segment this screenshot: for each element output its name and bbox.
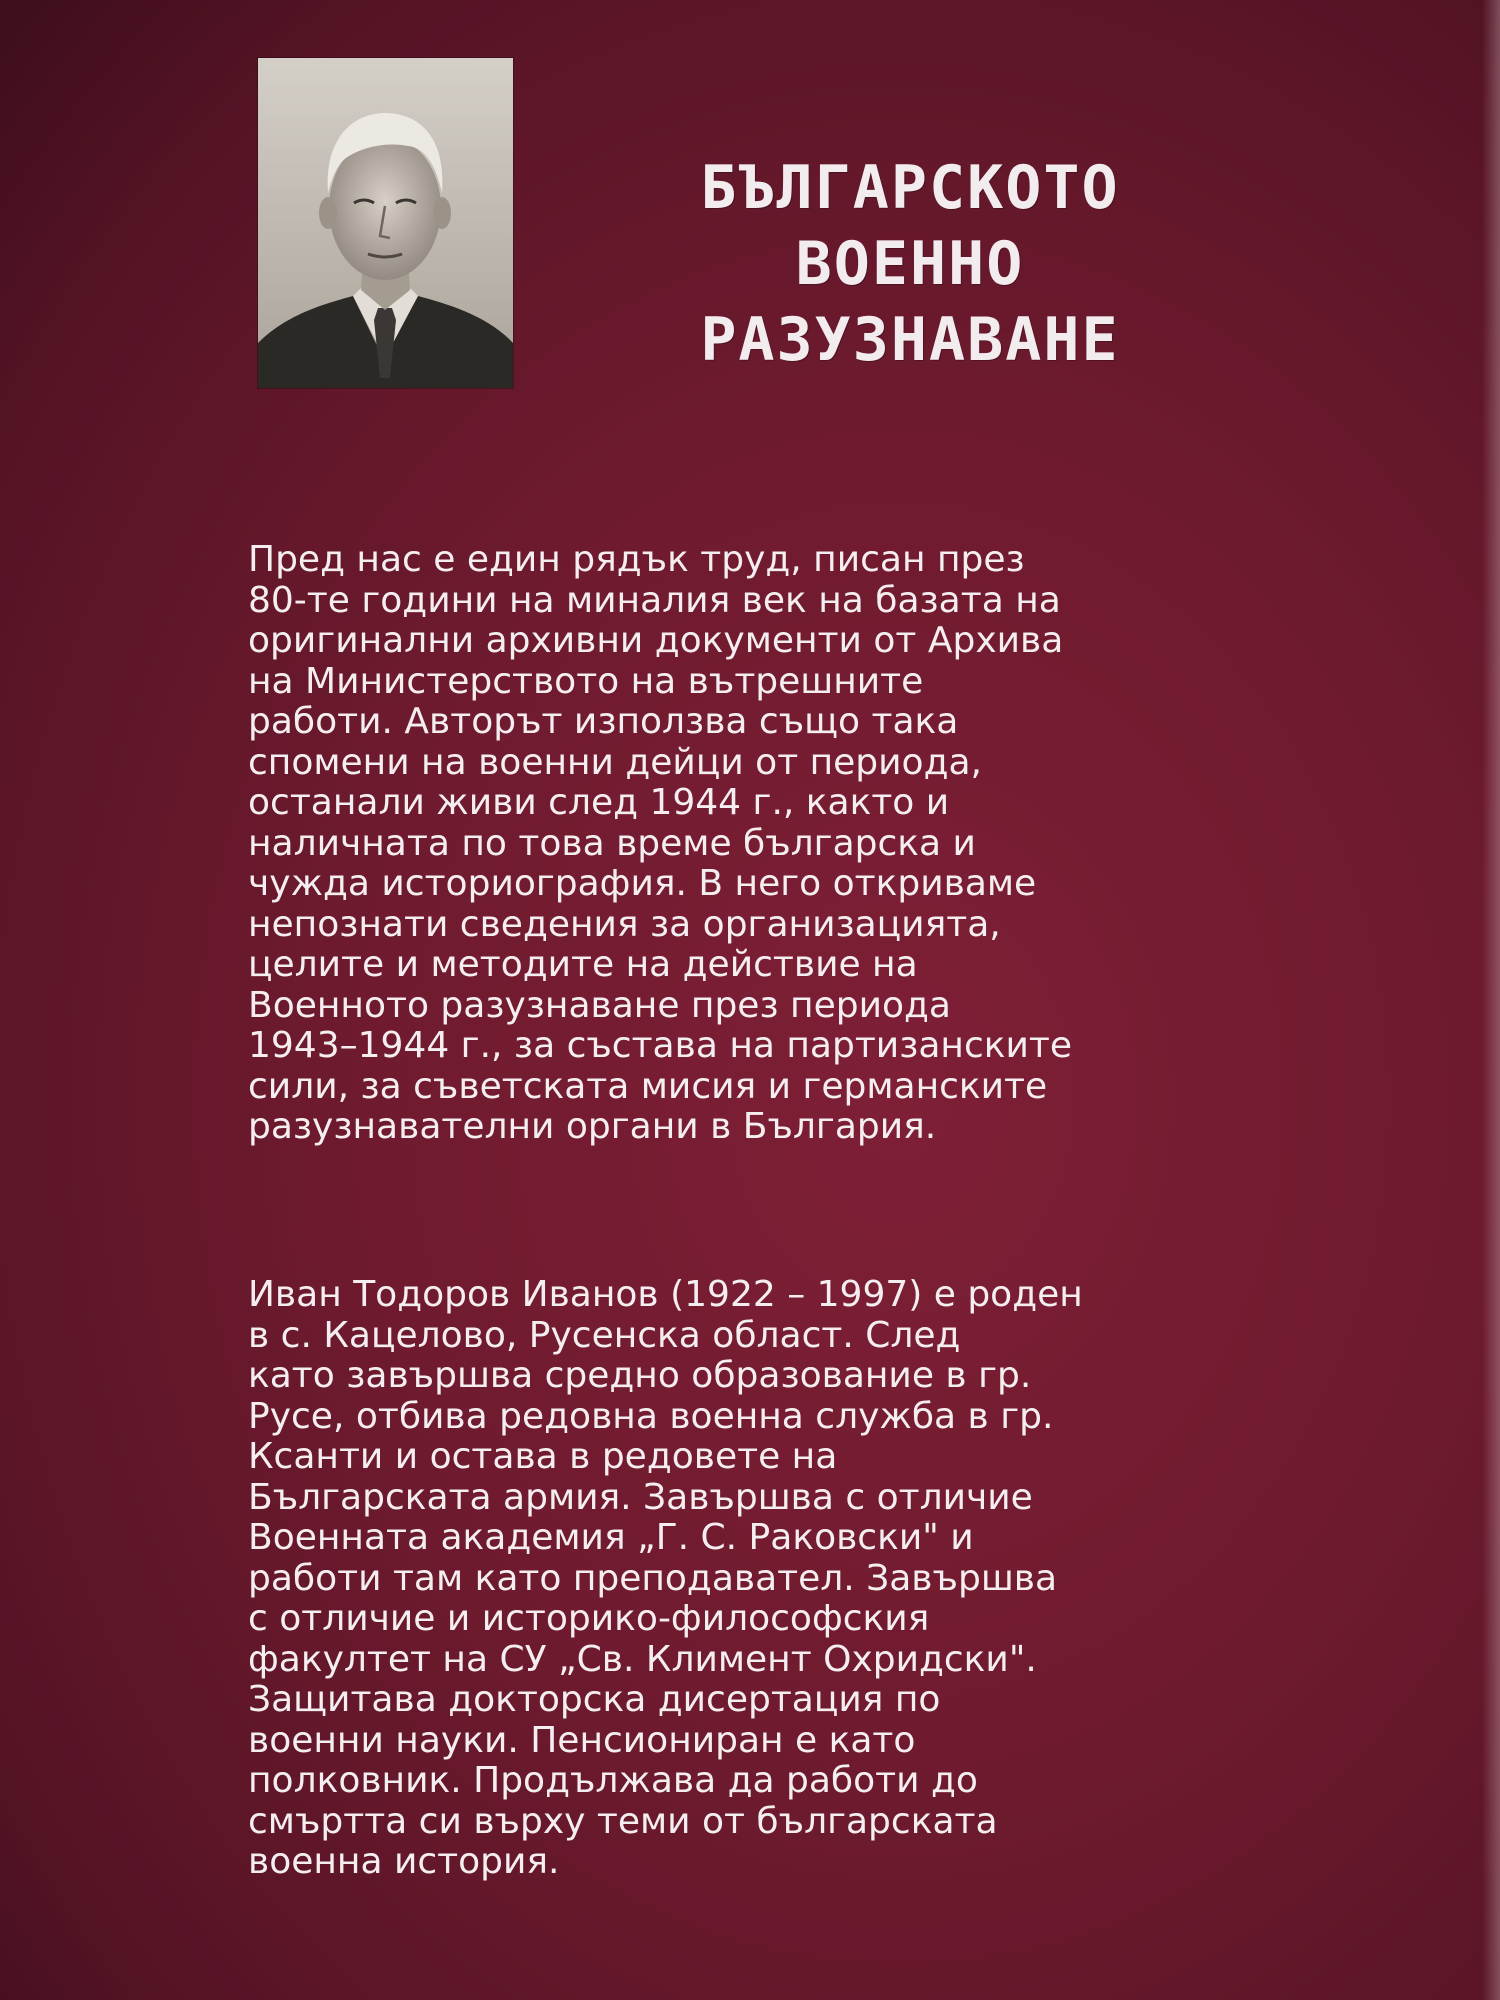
text-line: разузнавателни органи в България. — [248, 1106, 937, 1147]
text-line: в с. Кацелово, Русенска област. След — [248, 1314, 961, 1356]
text-line: факултет на СУ „Св. Климент Охридски". — [248, 1638, 1037, 1680]
text-line: като завършва средно образование в гр. — [248, 1355, 1032, 1396]
text-line: Русе, отбива редовна военна служба в гр. — [248, 1395, 1054, 1437]
text-line: спомени на военни дейци от периода, — [248, 741, 982, 783]
text-line: Иван Тодоров Иванов (1922 – 1997) е роден — [248, 1274, 1083, 1315]
text-line: военна история. — [248, 1841, 560, 1882]
cover-edge-highlight — [1482, 0, 1500, 2000]
text-line: чужда историография. В него откриваме — [248, 863, 1037, 904]
text-line: с отличие и историко-философския — [248, 1598, 930, 1639]
text-line: Защитава докторска дисертация по — [248, 1679, 941, 1720]
text-line: оригинални архивни документи от Архива — [248, 620, 1064, 661]
text-line: работи там като преподавател. Завършва — [248, 1557, 1058, 1599]
text-line: наличната по това време българска и — [248, 822, 976, 864]
text-line: работи. Авторът използва също така — [248, 701, 959, 742]
author-portrait — [258, 58, 513, 388]
text-line: полковник. Продължава да работи до — [248, 1760, 978, 1801]
book-description-paragraph — [248, 540, 1072, 1148]
author-portrait-image — [258, 58, 513, 388]
title-line-1: БЪЛГАРСКОТО — [700, 153, 1120, 223]
text-line: сили, за съветската мисия и германските — [248, 1065, 1048, 1107]
book-title — [560, 150, 1260, 378]
text-line: Военната академия „Г. С. Раковски" и — [248, 1517, 974, 1558]
text-line: целите и методите на действие на — [248, 944, 918, 985]
text-line: останали живи след 1944 г., както и — [248, 782, 950, 823]
text-line: Военното разузнаване през периода — [248, 984, 951, 1026]
text-line: Ксанти и остава в редовете на — [248, 1436, 838, 1477]
text-line: 1943–1944 г., за състава на партизанските — [248, 1025, 1072, 1066]
text-line: на Министерството на вътрешните — [248, 660, 924, 702]
text-line: Пред нас е един рядък труд, писан през — [248, 539, 1025, 580]
text-line: Българската армия. Завършва с отличие — [248, 1476, 1033, 1518]
author-biography-paragraph — [248, 1275, 1083, 1883]
text-line: военни науки. Пенсиониран е като — [248, 1719, 916, 1761]
title-line-2: ВОЕННО — [795, 229, 1025, 299]
text-line: непознати сведения за организацията, — [248, 903, 1001, 945]
text-line: 80-те години на миналия век на базата на — [248, 579, 1061, 621]
title-line-3: РАЗУЗНАВАНЕ — [700, 305, 1120, 375]
text-line: смъртта си върху теми от българската — [248, 1800, 998, 1842]
